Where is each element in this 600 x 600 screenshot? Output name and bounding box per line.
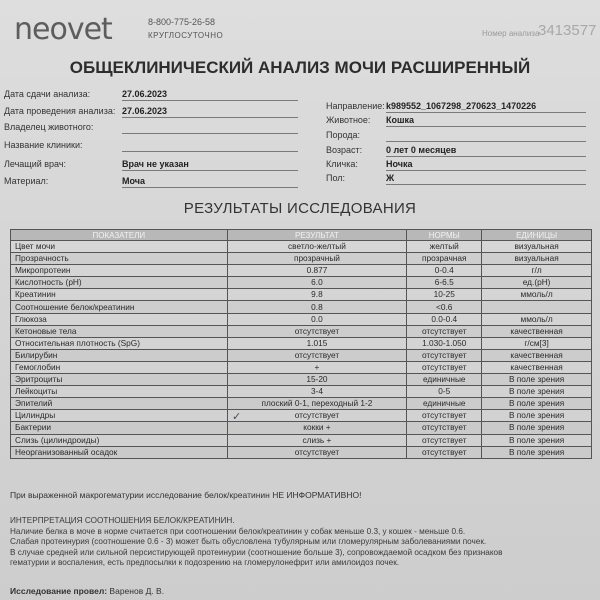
field-underline: [122, 133, 298, 134]
result-cell: 0.8: [227, 301, 407, 313]
indicator-cell: Гемоглобин: [11, 361, 228, 373]
column-header: ЕДИНИЦЫ: [482, 230, 592, 241]
table-body: [11, 241, 592, 459]
norm-cell: 10-25: [407, 289, 482, 301]
field-underline: [386, 112, 586, 113]
handwritten-check-mark: ✓: [232, 411, 242, 423]
table-row: [11, 265, 592, 277]
interpretation-line: В случае средней или сильной персистирующей протеинурии (соотношение больше 3), сопровождаемой осадком без признаков: [10, 547, 503, 557]
unit-cell: качественная: [482, 325, 592, 337]
table-row: [11, 410, 592, 422]
table-row: [11, 349, 592, 361]
unit-cell: визуальная: [482, 241, 592, 253]
table-row: [11, 289, 592, 301]
table-row: [11, 337, 592, 349]
clinic-phone: 8-800-775-26-58: [148, 17, 216, 27]
norm-cell: 0-0.4: [407, 265, 482, 277]
results-table: [10, 229, 592, 459]
norm-cell: отсутствует: [407, 349, 482, 361]
norm-cell: отсутствует: [407, 446, 482, 458]
field-underline: [386, 126, 586, 127]
field-value-doctor: Врач не указан: [122, 159, 189, 169]
field-underline: [386, 184, 586, 185]
field-value-age: 0 лет 0 месяцев: [386, 145, 457, 155]
indicator-cell: Эпителий: [11, 398, 228, 410]
unit-cell: г/л: [482, 265, 592, 277]
result-cell: отсутствует: [227, 349, 407, 361]
table-row: [11, 241, 592, 253]
result-cell: 9.8: [227, 289, 407, 301]
macrohematuria-note: При выраженной макрогематурии исследование белок/креатинин НЕ ИНФОРМАТИВНО!: [10, 490, 362, 500]
norm-cell: прозрачная: [407, 253, 482, 265]
field-underline: [386, 156, 586, 157]
result-cell: отсутствует: [227, 446, 407, 458]
result-cell: 1.015: [227, 337, 407, 349]
indicator-cell: Микропротеин: [11, 265, 228, 277]
indicator-cell: Бактерии: [11, 422, 228, 434]
unit-cell: В поле зрения: [482, 446, 592, 458]
table-row: [11, 313, 592, 325]
performed-by-name: Варенов Д. В.: [109, 586, 165, 596]
performed-by-label: Исследование провел:: [10, 586, 108, 596]
table-header-row: [11, 230, 592, 241]
unit-cell: качественная: [482, 361, 592, 373]
unit-cell: В поле зрения: [482, 434, 592, 446]
column-header: РЕЗУЛЬТАТ: [227, 230, 407, 241]
field-value-nickname: Ночка: [386, 159, 413, 169]
table-row: [11, 301, 592, 313]
indicator-cell: Соотношение белок/креатинин: [11, 301, 228, 313]
field-label-age: Возраст:: [326, 145, 363, 155]
unit-cell: В поле зрения: [482, 374, 592, 386]
interpretation-line: Слабая протеинурия (соотношение 0.6 - 3) может быть обусловлена тубулярным или гломерулярным заболеваниями почек.: [10, 537, 487, 546]
table-row: [11, 446, 592, 458]
unit-cell: В поле зрения: [482, 398, 592, 410]
field-label-doctor: Лечащий врач:: [4, 159, 67, 169]
indicator-cell: Прозрачность: [11, 253, 228, 265]
table-row: [11, 434, 592, 446]
field-label-breed: Порода:: [326, 130, 361, 140]
indicator-cell: Цвет мочи: [11, 241, 228, 253]
result-cell: плоский 0-1, переходный 1-2: [227, 398, 407, 410]
field-value-animal: Кошка: [386, 115, 415, 125]
field-label-nickname: Кличка:: [326, 159, 358, 169]
result-cell: 3-4: [227, 386, 407, 398]
interpretation-line: гематурии и воспаления, есть предпосылки к подозрению на гломерулонефрит или амилоидоз почек.: [10, 558, 400, 567]
norm-cell: единичные: [407, 398, 482, 410]
indicator-cell: Относительная плотность (SpG): [11, 337, 228, 349]
unit-cell: В поле зрения: [482, 410, 592, 422]
result-cell: +: [227, 361, 407, 373]
field-underline: [122, 151, 298, 152]
interpretation-block: [10, 516, 595, 569]
norm-cell: <0.6: [407, 301, 482, 313]
table-row: [11, 374, 592, 386]
indicator-cell: Кетоновые тела: [11, 325, 228, 337]
table-row: [11, 325, 592, 337]
unit-cell: В поле зрения: [482, 422, 592, 434]
field-value-material: Моча: [122, 176, 146, 186]
norm-cell: единичные: [407, 374, 482, 386]
field-underline: [122, 117, 298, 118]
result-cell: 6.0: [227, 277, 407, 289]
indicator-cell: Глюкоза: [11, 313, 228, 325]
interpretation-heading: ИНТЕРПРЕТАЦИЯ СООТНОШЕНИЯ БЕЛОК/КРЕАТИНИН.: [10, 516, 235, 525]
result-cell: светло-желтый: [227, 241, 407, 253]
result-cell: отсутствует: [227, 325, 407, 337]
norm-cell: отсутствует: [407, 325, 482, 337]
field-underline: [386, 141, 586, 142]
field-underline: [122, 187, 298, 188]
result-cell: слизь +: [227, 434, 407, 446]
norm-cell: отсутствует: [407, 361, 482, 373]
unit-cell: [482, 301, 592, 313]
field-label-analysis-date: Дата проведения анализа:: [4, 106, 116, 116]
result-cell: 0.877: [227, 265, 407, 277]
neovet-logo: neovet: [14, 12, 112, 47]
column-header: ПОКАЗАТЕЛИ: [11, 230, 228, 241]
unit-cell: качественная: [482, 349, 592, 361]
table-row: [11, 422, 592, 434]
analysis-number-label: Номер анализа: [482, 29, 540, 38]
result-cell: 0.0: [227, 313, 407, 325]
result-cell: кокки +: [227, 422, 407, 434]
indicator-cell: Эритроциты: [11, 374, 228, 386]
unit-cell: г/см[3]: [482, 337, 592, 349]
unit-cell: ед.(pH): [482, 277, 592, 289]
report-title: ОБЩЕКЛИНИЧЕСКИЙ АНАЛИЗ МОЧИ РАСШИРЕННЫЙ: [69, 58, 531, 77]
results-title: РЕЗУЛЬТАТЫ ИССЛЕДОВАНИЯ: [183, 200, 417, 217]
clinic-hours: КРУГЛОСУТОЧНО: [148, 31, 224, 40]
interpretation-line: Наличие белка в моче в норме считается при соотношении белок/креатинин у собак меньше 0.3, у кошек - меньше 0.6.: [10, 526, 466, 536]
table-row: [11, 398, 592, 410]
field-label-sex: Пол:: [326, 173, 346, 183]
unit-cell: ммоль/л: [482, 313, 592, 325]
field-value-sex: Ж: [386, 173, 395, 183]
field-label-owner: Владелец животного:: [4, 122, 94, 132]
indicator-cell: Билирубин: [11, 349, 228, 361]
field-label-animal: Животное:: [326, 115, 371, 125]
unit-cell: ммоль/л: [482, 289, 592, 301]
unit-cell: визуальная: [482, 253, 592, 265]
norm-cell: отсутствует: [407, 434, 482, 446]
indicator-cell: Креатинин: [11, 289, 228, 301]
unit-cell: В поле зрения: [482, 386, 592, 398]
field-value-submit-date: 27.06.2023: [122, 89, 168, 99]
result-cell: 15-20: [227, 374, 407, 386]
norm-cell: отсутствует: [407, 410, 482, 422]
field-label-referral: Направление:: [326, 101, 385, 111]
field-label-material: Материал:: [4, 176, 49, 186]
indicator-cell: Лейкоциты: [11, 386, 228, 398]
field-underline: [386, 170, 586, 171]
result-cell: отсутствует: [227, 410, 407, 422]
indicator-cell: Слизь (цилиндроиды): [11, 434, 228, 446]
norm-cell: 0-5: [407, 386, 482, 398]
table-row: [11, 361, 592, 373]
norm-cell: 0.0-0.4: [407, 313, 482, 325]
indicator-cell: Цилиндры: [11, 410, 228, 422]
performed-by: [10, 586, 164, 596]
field-underline: [122, 100, 298, 101]
field-label-submit-date: Дата сдачи анализа:: [4, 89, 91, 99]
column-header: НОРМЫ: [407, 230, 482, 241]
field-value-analysis-date: 27.06.2023: [122, 106, 168, 116]
table-row: [11, 253, 592, 265]
norm-cell: 6-6.5: [407, 277, 482, 289]
norm-cell: отсутствует: [407, 422, 482, 434]
indicator-cell: Неорганизованный осадок: [11, 446, 228, 458]
result-cell: прозрачный: [227, 253, 407, 265]
analysis-number: 3413577: [538, 22, 597, 39]
field-value-referral: k989552_1067298_270623_1470226: [386, 101, 537, 111]
norm-cell: 1.030-1.050: [407, 337, 482, 349]
table-row: [11, 386, 592, 398]
field-label-clinic: Название клиники:: [4, 140, 83, 150]
table-row: [11, 277, 592, 289]
field-underline: [122, 170, 298, 171]
norm-cell: желтый: [407, 241, 482, 253]
indicator-cell: Кислотность (pH): [11, 277, 228, 289]
